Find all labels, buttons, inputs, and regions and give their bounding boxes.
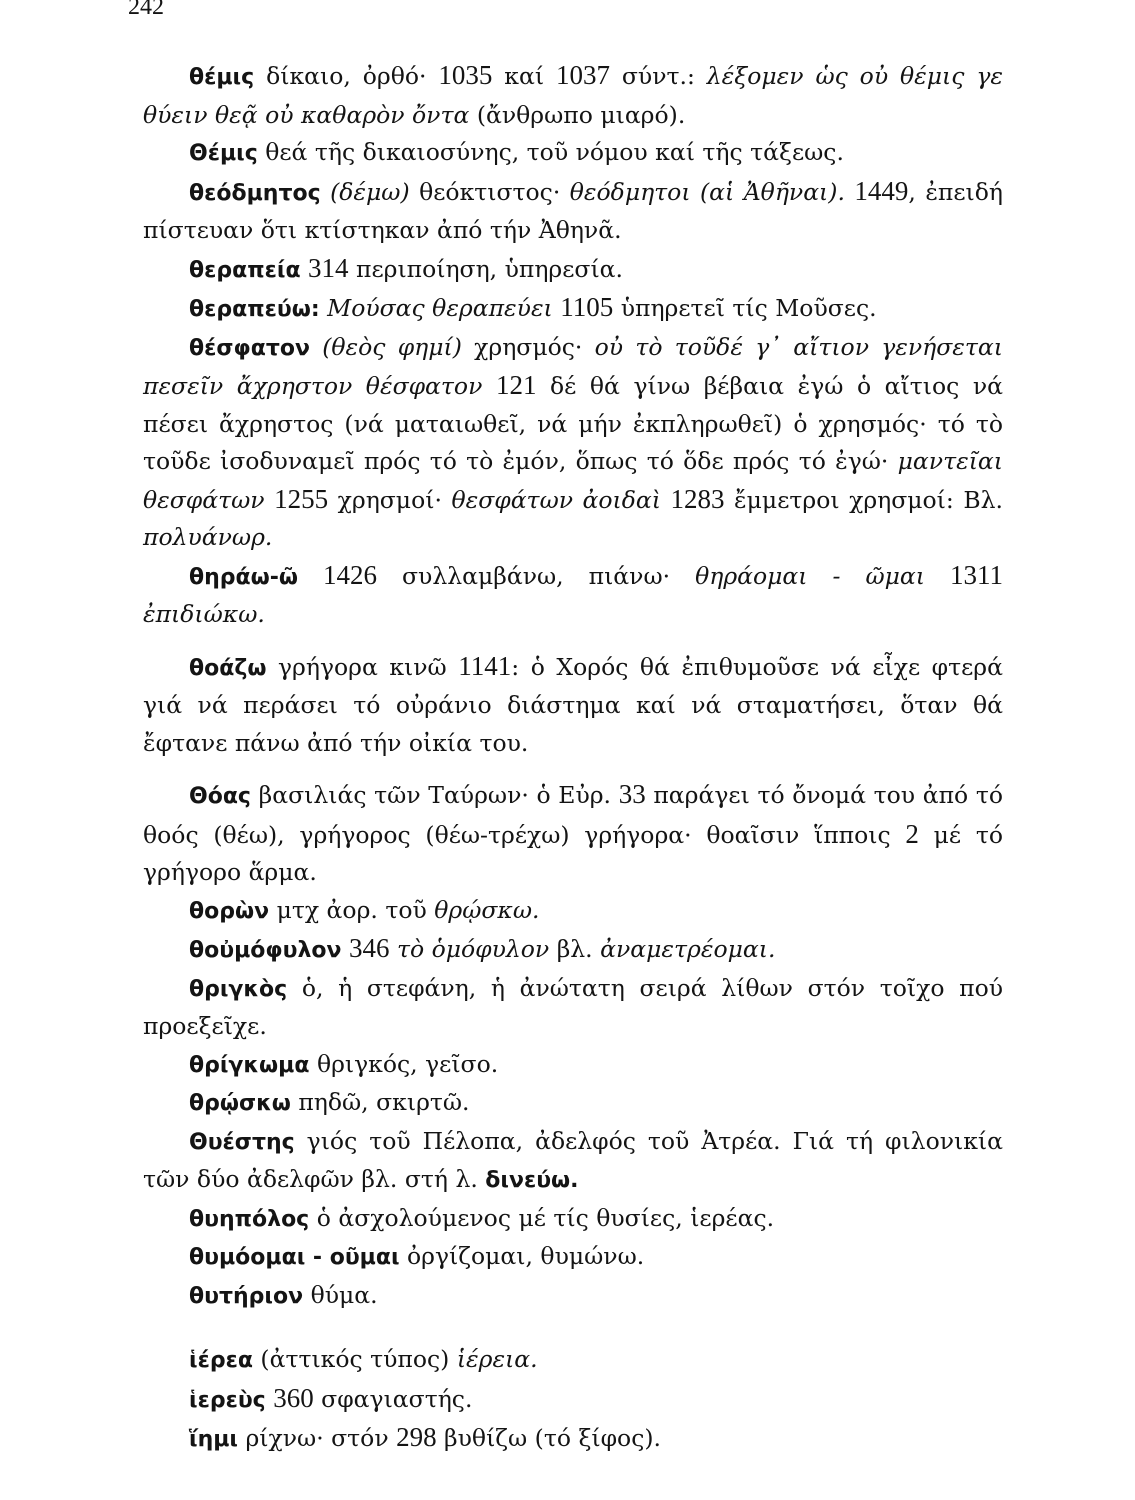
glossary-entries (143, 57, 1003, 1459)
entry-text: θριγκός, γεῖσο. (309, 1049, 499, 1078)
italic-text: θρῴσκω. (434, 895, 540, 924)
headword: θηράω-ῶ (189, 564, 299, 590)
glossary-entry (143, 289, 1003, 329)
glossary-entry (143, 1200, 1003, 1239)
entry-text (389, 935, 396, 963)
glossary-entry (143, 776, 1003, 892)
entry-text: δέ θά γίνω βέβαια ἐγώ ὁ αἴτιος νά πέσει ἄχρηστος (νά ματαιωθεῖ, νά μήν ἐκπληρωθεῖ) ὁ χρησμός· τό τὸ τοῦδε ἰσοδυναμεῖ πρός τό τὸ ἐμόν, ὅπως τό ὅδε πρός τό ἐγώ· (143, 372, 1003, 475)
entry-text: χρησμός· (461, 332, 595, 361)
entry-text: πηδῶ, σκιρτῶ. (290, 1088, 470, 1116)
glossary-entry (143, 1123, 1003, 1200)
headword: θυτήριον (189, 1283, 304, 1309)
entry-text (845, 178, 854, 206)
headword: θέσφατον (189, 335, 310, 361)
entry-text: (ἄνθρωπο μιαρό). (469, 100, 686, 129)
line-number: 121 (495, 370, 537, 400)
page-number: 242 (128, 0, 164, 20)
entry-text: δίκαιο, ὀρθό· (254, 62, 439, 90)
headword: Θέμις (189, 141, 258, 166)
headword: θεόδμητος (189, 180, 321, 206)
glossary-entry (143, 57, 1003, 134)
entry-text: καί (492, 62, 556, 90)
glossary-entry (143, 1046, 1003, 1085)
glossary-entry (143, 134, 1003, 173)
entry-text: βασιλιάς τῶν Ταύρων· ὁ Εὐρ. (250, 781, 619, 809)
italic-text: Μούσας θεραπεύει (319, 294, 553, 322)
entry-text: ὁ ἀσχολούμενος μέ τίς θυσίες, ἱερέας. (309, 1203, 775, 1232)
entry-text: βυθίζω (τό ξίφος). (436, 1424, 661, 1452)
entry-text (925, 562, 950, 590)
entry-text: σφαγιαστής. (313, 1384, 473, 1413)
entry-text: ὑπηρετεῖ τίς Μοῦσες. (613, 294, 877, 322)
italic-text: λέξομεν ὡς οὐ θέμις γε θύειν θεᾷ οὐ καθαρὸν ὄντα (143, 62, 1003, 129)
line-number: 1426 (323, 559, 378, 590)
italic-text: πολυάνωρ. (143, 523, 273, 551)
italic-text: ἀναμετρέομαι. (600, 935, 776, 963)
entry-text: ρίχνω· στόν (238, 1424, 397, 1452)
glossary-entry (143, 1341, 1003, 1380)
glossary-entry (143, 329, 1003, 557)
line-number: 1255 (274, 483, 329, 514)
headword: θυηπόλος (189, 1206, 310, 1232)
entry-text (298, 562, 323, 590)
line-number: 1283 (670, 483, 725, 514)
headword: θεραπεύω: (189, 297, 320, 322)
entry-text (661, 486, 671, 514)
entry-text: θεά τῆς δικαιοσύνης, τοῦ νόμου καί τῆς τάξεως. (257, 138, 844, 166)
italic-text: οὐ τὸ τοῦδέ γ᾽ αἴτιον γενήσεται πεσεῖν ἄχρηστον θέσφατον (143, 332, 1003, 400)
entry-text: περιποίηση, ὑπηρεσία. (348, 254, 624, 283)
headword: θορὼν (189, 898, 270, 924)
entry-text: μέ τό γρήγορο ἅρμα. (143, 820, 1004, 886)
glossary-entry (143, 648, 1003, 763)
headword: θέμις (189, 65, 255, 90)
headword: θριγκὸς (189, 976, 288, 1002)
entry-text: ἔμμετροι χρησμοί: Βλ. (724, 485, 1003, 514)
glossary-entry (143, 557, 1003, 634)
headword: θρίγκωμα (189, 1052, 310, 1078)
headword: ἱέρεα (189, 1348, 253, 1373)
line-number: 1449 (854, 175, 909, 206)
entry-text: θεόκτιστος· (409, 177, 570, 206)
line-number: 346 (348, 933, 390, 963)
italic-text: τὸ ὁμόφυλον (396, 935, 550, 963)
glossary-entry (143, 1277, 1003, 1316)
headword: Θυέστης (189, 1129, 295, 1155)
glossary-entry (143, 250, 1003, 290)
entry-text: βλ. (549, 935, 601, 963)
glossary-entry (143, 1380, 1003, 1420)
headword: Θόας (189, 784, 251, 809)
line-number: 1105 (560, 292, 614, 322)
italic-text: θηράομαι - ῶμαι (695, 561, 925, 590)
line-number: 2 (905, 818, 919, 849)
italic-text: μαντεῖαι θεσφάτων (143, 447, 1003, 514)
entry-text: συλλαμβάνω, πιάνω· (377, 561, 696, 590)
italic-text: ἐπιδιώκω. (143, 600, 265, 628)
entry-text: σύντ.: (609, 62, 707, 90)
line-number: 1037 (555, 60, 610, 90)
glossary-entry (143, 892, 1003, 931)
headword: θεραπεία (189, 257, 301, 283)
entry-text: γιός τοῦ Πέλοπα, ἀδελφός τοῦ Ἀτρέα. Γιά τή φιλονικία τῶν δύο ἀδελφῶν βλ. στή λ. (143, 1126, 1003, 1193)
italic-text: ἱέρεια. (456, 1345, 538, 1373)
entry-text: , ἐπειδή πίστευαν ὅτι κτίστηκαν ἀπό τήν Ἀθηνᾶ. (143, 177, 1003, 244)
headword: θοάζω (189, 655, 267, 681)
glossary-entry (143, 930, 1003, 970)
glossary-entry (143, 1084, 1003, 1123)
glossary-entry (143, 970, 1003, 1046)
glossary-entry (143, 1419, 1003, 1459)
entry-text: ὀργίζομαι, θυμώνω. (399, 1242, 645, 1270)
line-number: 1035 (438, 60, 493, 90)
headword: θυμόομαι - οῦμαι (189, 1245, 400, 1270)
line-number: 33 (618, 779, 646, 809)
entry-text: χρησμοί· (328, 485, 452, 514)
glossary-entry (143, 173, 1003, 250)
entry-text: γρήγορα κινῶ (266, 652, 459, 681)
line-number: 314 (308, 252, 349, 283)
italic-text: θεσφάτων ἀοιδαὶ (451, 485, 661, 514)
entry-text (341, 935, 348, 963)
headword: ἵημι (189, 1427, 238, 1452)
line-number: 360 (273, 1382, 314, 1413)
entry-text: : ὁ Χορός θά ἐπιθυμοῦσε νά εἶχε φτερά γιά νά περάσει τό οὐράνιο διάστημα καί νά σταματήσει, ὅταν θά ἔφτανε πάνω ἀπό τήν οἰκία του. (143, 652, 1003, 757)
italic-text: (θεὸς φημί) (309, 332, 462, 361)
entry-text: θύμα. (303, 1280, 378, 1309)
entry-text (265, 486, 275, 514)
glossary-entry (143, 1238, 1003, 1277)
cross-reference: δινεύω. (485, 1168, 579, 1193)
line-number: 298 (396, 1422, 437, 1452)
headword: θρῴσκω (189, 1091, 291, 1116)
entry-text: ὁ, ἡ στεφάνη, ἡ ἀνώτατη σειρά λίθων στόν τοῖχο πού προεξεῖχε. (143, 973, 1003, 1040)
entry-text (482, 372, 496, 400)
entry-text: παράγει τό ὄνομά του ἀπό τό θοός (θέω), γρήγορος (θέω-τρέχω) γρήγορα· θοαῖσιν ἵπποις (143, 781, 1004, 849)
line-number: 1141 (458, 650, 512, 681)
headword: ἱερεὺς (189, 1387, 266, 1413)
line-number: 1311 (949, 559, 1003, 590)
entry-text (301, 255, 308, 283)
italic-text: θεόδμητοι (αἱ Ἀθῆναι). (569, 177, 845, 206)
entry-text: μτχ ἀορ. τοῦ (269, 895, 435, 924)
headword: θοὐμόφυλον (189, 938, 342, 963)
entry-text: (ἀττικός τύπος) (252, 1345, 457, 1373)
italic-text: (δέμω) (320, 177, 410, 206)
